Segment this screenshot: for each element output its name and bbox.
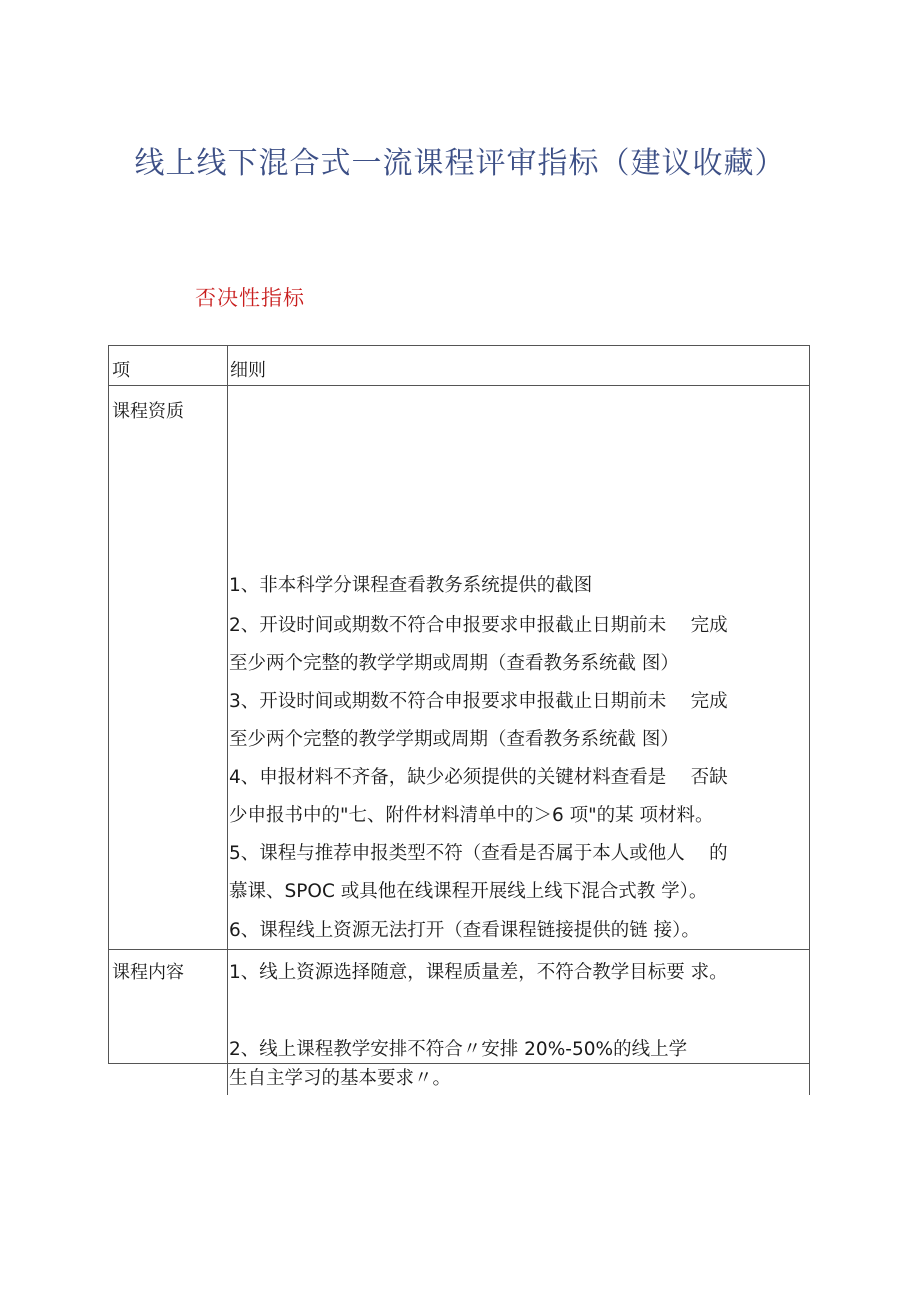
table-border-top [108, 345, 810, 346]
table-row-divider [108, 949, 810, 950]
table-header-item: 项 [112, 360, 130, 381]
detail-line: 5、课程与推荐申报类型不符（查看是否属于本人或他人 的 [229, 843, 728, 864]
table-header-detail: 细则 [230, 360, 266, 381]
detail-line: 至少两个完整的教学学期或周期（查看教务系统截 图） [229, 729, 679, 750]
detail-line: 4、申报材料不齐备，缺少必须提供的关键材料查看是 否缺 [229, 767, 728, 788]
table-row-divider [108, 1063, 810, 1064]
detail-line: 1、非本科学分课程查看教务系统提供的截图 [229, 575, 593, 596]
detail-line: 慕课、SPOC 或具他在线课程开展线上线下混合式教 学）。 [229, 881, 708, 902]
table-row-item: 课程内容 [112, 962, 184, 983]
table-column-divider [227, 345, 228, 1095]
detail-line: 少申报书中的"七、附件材料清单中的＞6 项"的某 项材料。 [229, 805, 714, 826]
section-heading: 否决性指标 [195, 286, 305, 310]
table-border-left [108, 345, 109, 1063]
table-row-item: 课程资质 [112, 401, 184, 422]
detail-line: 6、课程线上资源无法打开（查看课程链接提供的链 接）。 [229, 920, 700, 941]
detail-line: 2、线上课程教学安排不符合〃安排 20%-50%的线上学 [229, 1039, 688, 1060]
detail-line: 至少两个完整的教学学期或周期（查看教务系统截 图） [229, 653, 679, 674]
document-title: 线上线下混合式一流课程评审指标（建议收藏） [134, 146, 786, 181]
detail-line: 2、开设时间或期数不符合申报要求申报截止日期前未 完成 [229, 615, 728, 636]
detail-line: 3、开设时间或期数不符合申报要求申报截止日期前未 完成 [229, 691, 728, 712]
detail-line: 1、线上资源选择随意，课程质量差，不符合教学目标要 求。 [229, 962, 728, 983]
table-border-right [809, 345, 810, 1095]
detail-line: 生自主学习的基本要求〃。 [229, 1068, 452, 1089]
table-header-divider [108, 385, 810, 386]
